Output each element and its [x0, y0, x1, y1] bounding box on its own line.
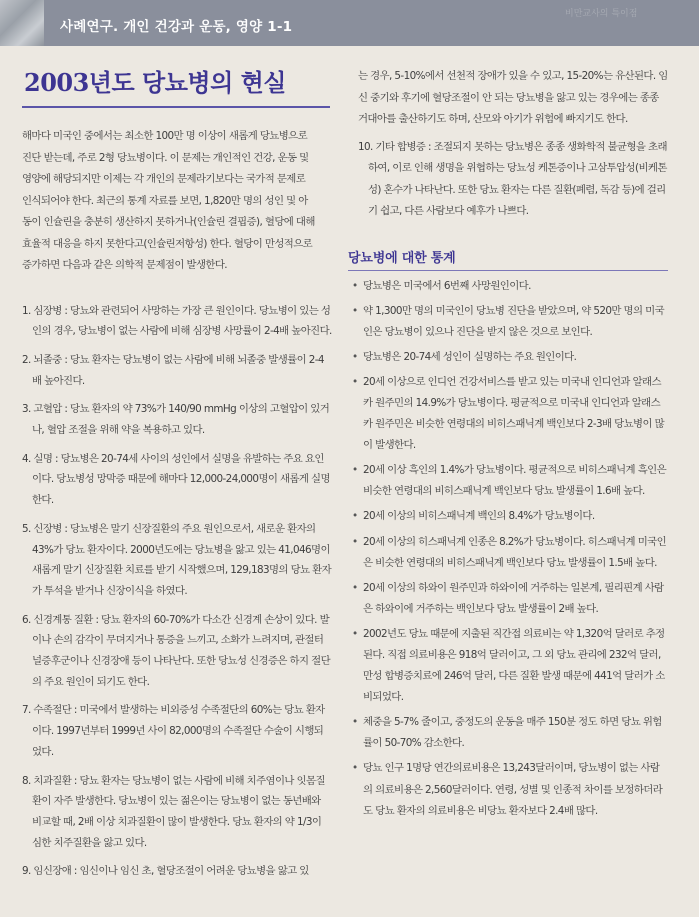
stat-item — [352, 712, 668, 754]
stat-item — [352, 276, 668, 297]
faded-header-text: 비만교사의 특이점 — [565, 9, 638, 19]
stat-text: 20세 이상의 비히스패닉계 백인의 8.4%가 당뇨병이다. — [363, 510, 595, 523]
stat-text: 당뇨병은 미국에서 6번째 사망원인이다. — [363, 279, 531, 292]
complication-item: 3. 고혈압 : 당뇨 환자의 약 73%가 140/90 mmHg 이상의 고혈압이 있거나, 혈압 조절을 위해 약을 복용하고 있다. — [22, 403, 330, 437]
bullet-icon: • — [352, 510, 358, 523]
right-column — [338, 66, 668, 826]
stat-text: 20세 이상의 히스패닉계 인종은 8.2%가 당뇨병이다. 히스패닉계 미국인은 비슷한 연령대의 비히스패닉계 백인보다 당뇨 발생률이 1.5배 높다. — [363, 535, 667, 569]
intro-line: 효율적 대응을 하지 못한다고(인슐린저항성) 한다. 혈당이 만성적으로 — [22, 237, 313, 250]
intro-line: 진단 받는데, 주로 2형 당뇨병이다. 이 문제는 개인적인 건강, 운동 및 — [22, 151, 309, 164]
bullet-icon: • — [352, 627, 358, 640]
intro-line: 인식되어야 한다. 최근의 통계 자료를 보면, 1,820만 명의 성인 및 아 — [22, 194, 308, 207]
stat-item — [352, 506, 668, 527]
stats-section-title: 당뇨병에 대한 통계 — [348, 250, 456, 266]
intro-line: 영양에 해당되지만 이제는 각 개인의 문제라기보다는 국가적 문제로 — [22, 173, 306, 185]
stat-text: 20세 이상 흑인의 1.4%가 당뇨병이다. 평균적으로 비히스패닉계 흑인은 비슷한 연령대의 비히스패닉계 백인보다 당뇨 발생률이 1.6배 높다. — [363, 464, 667, 498]
complications-list — [22, 301, 332, 883]
stat-item — [352, 372, 668, 456]
chapter-header-bar — [0, 0, 699, 46]
title-divider — [22, 106, 330, 108]
stat-text: 당뇨 인구 1명당 연간의료비용은 13,243달러이며, 당뇨병이 없는 사람의 의료비용은 2,560달러이다. 연령, 성별 및 인종적 차이를 보정하더라도 당뇨 환자의 의료비용은 비당뇨 환자보다 2.4배 많다. — [363, 762, 663, 817]
stat-item — [352, 301, 668, 343]
bullet-icon: • — [352, 279, 358, 292]
complication-item: 9. 임신장애 : 임신이나 임신 초, 혈당조절이 어려운 당뇨병을 앓고 있 — [22, 865, 309, 878]
complication-item: 5. 신장병 : 당뇨병은 말기 신장질환의 주요 원인으로서, 새로운 환자의 43%가 당뇨 환자이다. 2000년도에는 당뇨병을 앓고 있는 41,046명이 새롭게 말기 신장질환 치료를 받기 시작했으며, 129,183명의 당뇨 환자가 투석을 받거나 신장이식을 하였다. — [22, 522, 332, 597]
continued-paragraph: 는 경우, 5-10%에서 선천적 장애가 있을 수 있고, 15-20%는 유산된다. 임신 중기와 후기에 혈당조절이 안 되는 당뇨병을 앓고 있는 경우에는 종종 거대아를 출산하기도 하며, 산모와 아기가 위험에 빠지기도 한다. — [358, 70, 668, 125]
stats-section-divider — [348, 270, 668, 271]
complication-item: 6. 신경계통 질환 : 당뇨 환자의 60-70%가 다소간 신경계 손상이 있다. 발이나 손의 감각이 무뎌지거나 통증을 느끼고, 소화가 느려지며, 관절터널증후군이나 신경장애 등이 나타난다. 또한 당뇨성 신경증은 하지 절단의 주요 원인이 되기도 한다. — [22, 613, 331, 688]
bullet-icon: • — [352, 716, 358, 729]
bullet-icon: • — [352, 464, 358, 477]
stats-list — [338, 276, 668, 822]
stat-item — [352, 624, 668, 708]
stat-item — [352, 758, 668, 821]
stat-item — [352, 532, 668, 574]
complication-item: 7. 수족절단 : 미국에서 발생하는 비외증성 수족절단의 60%는 당뇨 환자이다. 1997년부터 1999년 사이 82,000명의 수족절단 수술이 시행되었다. — [22, 704, 325, 758]
stat-item — [352, 460, 668, 502]
chapter-header-title: 사례연구. 개인 건강과 운동, 영양 1-1 — [60, 19, 293, 35]
complication-item: 2. 뇌졸중 : 당뇨 환자는 당뇨병이 없는 사람에 비해 뇌졸중 발생률이 2-4배 높아진다. — [22, 353, 324, 387]
stat-text: 체중을 5-7% 줄이고, 중정도의 운동을 매주 150분 정도 하면 당뇨 위험률이 50-70% 감소한다. — [363, 716, 662, 750]
stat-text: 20세 이상의 하와이 원주민과 하와이에 거주하는 일본계, 필리핀계 사람은 하와이에 거주하는 백인보다 당뇨 발생률이 2배 높다. — [363, 581, 664, 615]
stat-item — [352, 347, 668, 368]
complication-item: 8. 치과질환 : 당뇨 환자는 당뇨병이 없는 사람에 비해 치주염이나 잇몸질환이 자주 발생한다. 당뇨병이 있는 젊은이는 당뇨병이 없는 동년배와 비교할 때, 2배 이상 치과질환이 많이 발생한다. 당뇨 환자의 약 1/3이 심한 치주질환을 앓고 있다. — [22, 774, 325, 849]
bullet-icon: • — [352, 535, 358, 548]
header-photo — [0, 0, 44, 46]
intro-paragraph — [22, 126, 332, 277]
complication-item-10: 10. 기타 합병증 : 조절되지 못하는 당뇨병은 종종 생화학적 불균형을 초래하여, 이로 인해 생명을 위협하는 당뇨성 케톤증이나 고삼투압성(비케톤성) 혼수가 나타난다. 또한 당뇨 환자는 다른 질환(폐렴, 독감 등)에 걸리기 쉽고, 다른 사람보다 예후가 나쁘다. — [358, 140, 667, 217]
stat-text: 당뇨병은 20-74세 성인이 실명하는 주요 원인이다. — [363, 350, 577, 363]
stat-text: 20세 이상으로 인디언 건강서비스를 받고 있는 미국내 인디언과 알래스카 원주민의 14.9%가 당뇨병이다. 평균적으로 미국내 인디언과 알래스카 원주민은 비슷한 연령대의 비히스패닉계 백인보다 2-3배 당뇨병이 많이 발생한다. — [363, 375, 665, 452]
stat-item — [352, 578, 668, 620]
article-title: 2003년도 당뇨병의 현실 — [24, 68, 286, 97]
complication-item: 4. 실명 : 당뇨병은 20-74세 사이의 성인에서 실명을 유발하는 주요 요인이다. 당뇨병성 망막증 때문에 해마다 12,000-24,000명이 새롭게 실명한다. — [22, 452, 330, 507]
bullet-icon: • — [352, 304, 358, 317]
complication-item: 1. 심장병 : 당뇨와 관련되어 사망하는 가장 큰 원인이다. 당뇨병이 있는 성인의 경우, 당뇨병이 없는 사람에 비해 심장병 사망률이 2-4배 높아진다. — [22, 304, 332, 338]
bullet-icon: • — [352, 350, 358, 363]
stat-text: 약 1,300만 명의 미국인이 당뇨병 진단을 받았으며, 약 520만 명의 미국인은 당뇨병이 있으나 진단을 받지 않은 것으로 보인다. — [363, 304, 665, 338]
bullet-icon: • — [352, 375, 358, 388]
intro-line: 동이 인슐린을 충분히 생산하지 못하거나(인슐린 결핍증), 혈당에 대해 — [22, 216, 315, 228]
stat-text: 2002년도 당뇨 때문에 지출된 직간접 의료비는 약 1,320억 달러로 추정된다. 직접 의료비용은 918억 달러이고, 그 외 당뇨 관리에 232억 달러, 만성 합병증치료에 246억 달러, 다른 질환 발생 때문에 441억 달러가 소비되었다. — [363, 627, 665, 704]
left-column — [22, 66, 332, 890]
intro-line: 증가하면 다음과 같은 의학적 문제점이 발생한다. — [22, 259, 227, 271]
bullet-icon: • — [352, 762, 358, 775]
bullet-icon: • — [352, 581, 358, 594]
intro-line: 해마다 미국인 중에서는 최소한 100만 명 이상이 새롭게 당뇨병으로 — [22, 130, 308, 142]
